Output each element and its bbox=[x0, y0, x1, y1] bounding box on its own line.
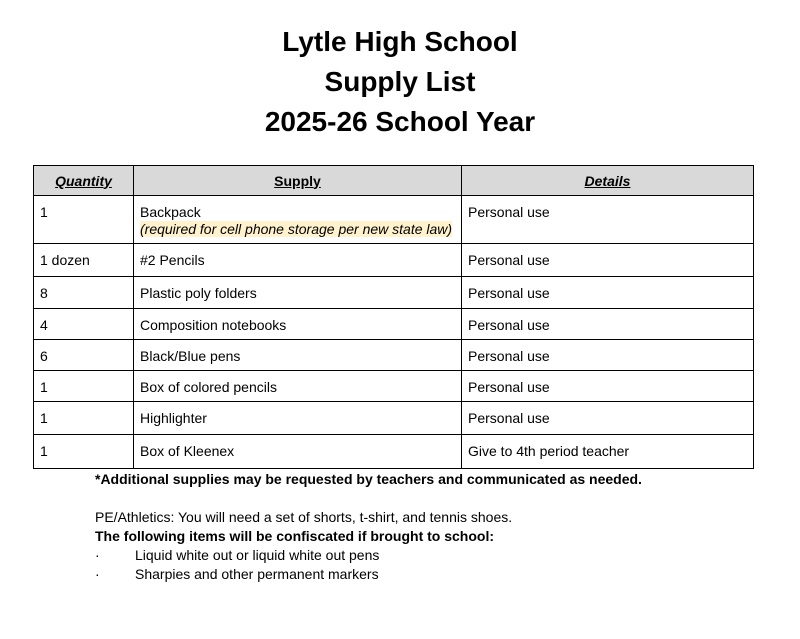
supply-cell: Highlighter bbox=[134, 402, 462, 435]
column-header-quantity: Quantity bbox=[34, 166, 134, 196]
list-item-text: Liquid white out or liquid white out pens bbox=[135, 547, 380, 563]
supply-cell: Box of colored pencils bbox=[134, 371, 462, 402]
table-row bbox=[34, 435, 754, 469]
details-cell: Personal use bbox=[462, 196, 754, 244]
quantity-cell: 8 bbox=[34, 277, 134, 309]
bullet-icon: · bbox=[95, 566, 100, 582]
supply-note: (required for cell phone storage per new state law) bbox=[140, 221, 453, 237]
table-row bbox=[34, 340, 754, 371]
title-school-year: 2025-26 School Year bbox=[264, 106, 536, 137]
details-cell: Give to 4th period teacher bbox=[462, 435, 754, 469]
supply-cell bbox=[134, 196, 462, 244]
details-cell: Personal use bbox=[462, 277, 754, 309]
table-row bbox=[34, 277, 754, 309]
supply-table bbox=[33, 165, 754, 469]
quantity-cell: 1 bbox=[34, 196, 134, 244]
additional-supplies-note: *Additional supplies may be requested by teachers and communicated as needed. bbox=[95, 471, 642, 487]
details-cell: Personal use bbox=[462, 309, 754, 340]
details-cell: Personal use bbox=[462, 371, 754, 402]
table-row bbox=[34, 196, 754, 244]
spacer bbox=[95, 489, 775, 508]
title-supply-list: Supply List bbox=[324, 66, 476, 97]
supply-cell: #2 Pencils bbox=[134, 244, 462, 277]
table-row bbox=[34, 244, 754, 277]
table-row bbox=[34, 309, 754, 340]
details-cell: Personal use bbox=[462, 244, 754, 277]
quantity-cell: 4 bbox=[34, 309, 134, 340]
details-cell: Personal use bbox=[462, 340, 754, 371]
footer-notes bbox=[95, 470, 775, 584]
list-item-text: Sharpies and other permanent markers bbox=[135, 566, 379, 582]
supply-cell: Box of Kleenex bbox=[134, 435, 462, 469]
title-school-name: Lytle High School bbox=[282, 26, 518, 57]
quantity-cell: 1 bbox=[34, 402, 134, 435]
bullet-icon: · bbox=[95, 547, 100, 563]
table-row bbox=[34, 371, 754, 402]
table-row bbox=[34, 402, 754, 435]
document-title bbox=[0, 22, 800, 142]
confiscated-heading: The following items will be confiscated if brought to school: bbox=[95, 528, 495, 544]
supply-cell: Black/Blue pens bbox=[134, 340, 462, 371]
quantity-cell: 1 bbox=[34, 435, 134, 469]
quantity-cell: 6 bbox=[34, 340, 134, 371]
quantity-cell: 1 dozen bbox=[34, 244, 134, 277]
column-header-details: Details bbox=[462, 166, 754, 196]
list-item bbox=[95, 565, 775, 584]
details-cell: Personal use bbox=[462, 402, 754, 435]
table-header-row bbox=[34, 166, 754, 196]
supply-name: Backpack bbox=[140, 204, 201, 220]
pe-athletics-note: PE/Athletics: You will need a set of shorts, t-shirt, and tennis shoes. bbox=[95, 509, 513, 525]
supply-cell: Plastic poly folders bbox=[134, 277, 462, 309]
quantity-cell: 1 bbox=[34, 371, 134, 402]
list-item bbox=[95, 546, 775, 565]
column-header-supply: Supply bbox=[134, 166, 462, 196]
supply-cell: Composition notebooks bbox=[134, 309, 462, 340]
